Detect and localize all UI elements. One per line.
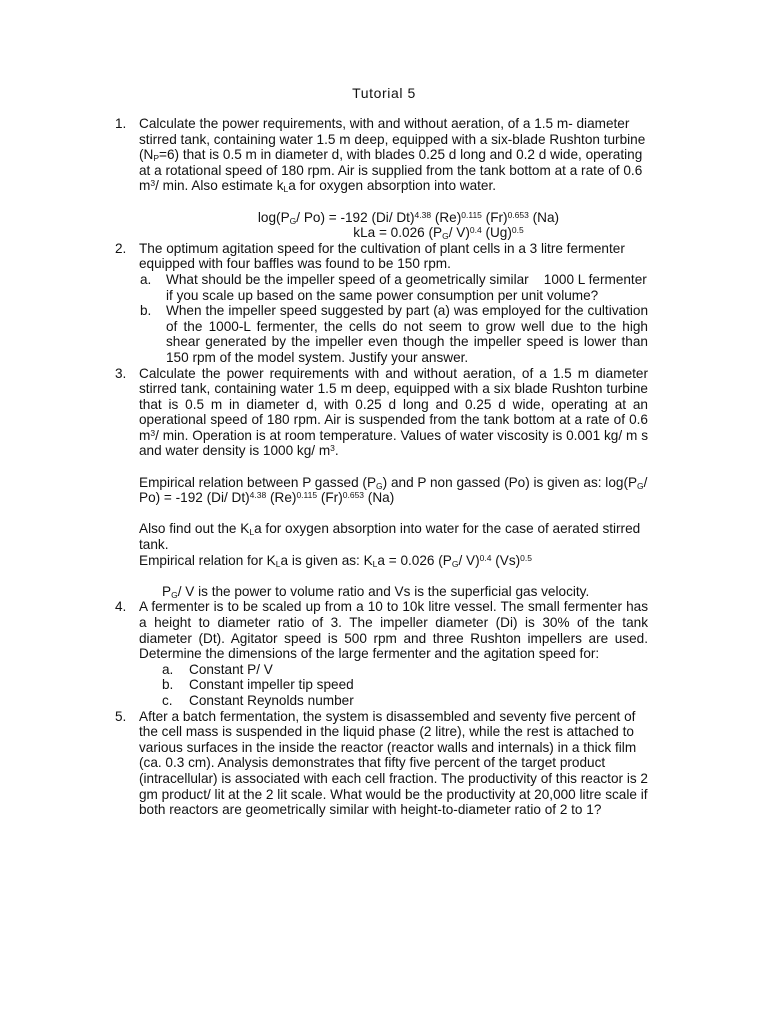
question-text: Calculate the power requirements with and without aeration, of a 1.5 m diameter stirred tank, containing water 1.5 m deep, equipped with a six blade Rushton turbine that is 0.5 m in diameter d, with 0.25 d long and 0.25 d wide, operating at an operational speed of 180 rpm. Air is suspended from the tank bottom at a rate of 0.6 $m^3/$ min. Operation is at room temperature. Values of water viscosity is 0.001 kg/ m s and water density is 1000 kg/ $m^3$. xyxy=(139,365,648,459)
question-5 xyxy=(112,709,648,818)
list-item-label: a. xyxy=(162,661,174,677)
question-list xyxy=(112,116,651,818)
list-item xyxy=(139,693,648,709)
subquestion-label: b. xyxy=(140,303,152,319)
question-4 xyxy=(112,599,648,708)
question-text: Calculate the power requirements, with and without aeration, of a 1.5 m- diameter stirred tank, containing water 1.5 m deep, equipped with a six-blade Rushton turbine $(N_P=6)$ that is 0.5 m in diameter d, with blades 0.25 d long and 0.2 d wide, operating at a rotational speed of 180 rpm. Air is supplied from the tank bottom at a rate of 0.6 $m^3/$ min. Also estimate $k_La$ for oxygen absorption into water. xyxy=(139,116,646,195)
list-item-label: b. xyxy=(162,677,174,693)
subquestion-label: a. xyxy=(140,271,152,287)
subquestion-a xyxy=(139,271,651,303)
question-number: 1. xyxy=(115,116,127,131)
equation-kla: kLa = 0.026 ($P_G/$ V)$^{0.4}$ $(Ug)^{0.5}$ xyxy=(353,225,524,242)
list-item-text: Constant Reynolds number xyxy=(189,692,354,708)
question-text: A fermenter is to be scaled up from a 10 to 10k litre vessel. The small fermenter has a height to diameter ratio of 3. The impeller diameter (Di) is 30% of the tank diameter (Dt). Agitator speed is 500 rpm and three Rushton impellers are used. Determine the dimensions of the large fermenter and the agitation speed for: xyxy=(139,599,648,662)
kla-question: Also find out the $K_La$ for oxygen absorption into water for the case of aerated stirred tank. xyxy=(139,521,641,553)
list-item-label: c. xyxy=(162,692,173,708)
question-number: 4. xyxy=(115,599,127,615)
page-title: Tutorial 5 xyxy=(352,85,416,101)
question-text: The optimum agitation speed for the cultivation of plant cells in a 3 litre fermenter equipped with four baffles was found to be 150 rpm. xyxy=(139,240,625,272)
question-number: 2. xyxy=(115,240,127,256)
question-3 xyxy=(112,366,648,600)
empirical-relation-power: Empirical relation between P gassed $(P_G)$ and P non gassed (Po) is given as: $\log(P_G/$ Po) = -192 (Di/ Dt)$^{4.38}$ $(Re)^{0.115}$ $(Fr)^{0.653}$ (Na) xyxy=(139,474,648,506)
list-item-text: Constant impeller tip speed xyxy=(189,677,354,693)
question-text: After a batch fermentation, the system is disassembled and seventy five percent of the cell mass is suspended in the liquid phase (2 litre), while the rest is attached to various surfaces in the inside the reactor (reactor walls and internals) in a thick film (ca. 0.3 cm). Analysis demonstrates that fifty five percent of the target product (intracellular) is associated with each cell fraction. The productivity of this reactor is 2 gm product/ lit at the 2 lit scale. What would be the productivity at 20,000 litre scale if both reactors are geometrically similar with height-to-diameter ratio of 2 to 1? xyxy=(139,708,648,818)
subquestion-text: What should be the impeller speed of a geometrically similar 1000 L fermenter if you scale up based on the same power consumption per unit volume? xyxy=(166,271,651,303)
question-number: 3. xyxy=(115,365,127,381)
definition-note: $P_G/$ V is the power to volume ratio and Vs is the superficial gas velocity. xyxy=(162,583,590,600)
question-1 xyxy=(112,116,648,241)
question-2 xyxy=(112,240,651,366)
list-item-text: Constant P/ V xyxy=(189,661,273,677)
list-item xyxy=(139,662,648,678)
list-item xyxy=(139,677,648,693)
subquestion-b xyxy=(139,303,648,365)
question-number: 5. xyxy=(115,708,127,724)
empirical-relation-kla: Empirical relation for $K_La$ is given as: $K_La = 0.026$ ($P_G/$ V)$^{0.4}$ $(Vs)^{0.5}$ xyxy=(139,552,532,569)
equation-power: $\log(P_G/$ Po) = -192 (Di/ Dt)$^{4.38}$ $(Re)^{0.115}$ $(Fr)^{0.653}$ (Na) xyxy=(257,209,560,226)
subquestion-text: When the impeller speed suggested by part (a) was employed for the cultivation of the 1000-L fermenter, the cells do not seem to grow well due to the high shear generated by the impeller even though the impeller speed is lower than 150 rpm of the model system. Justify your answer. xyxy=(166,303,648,365)
